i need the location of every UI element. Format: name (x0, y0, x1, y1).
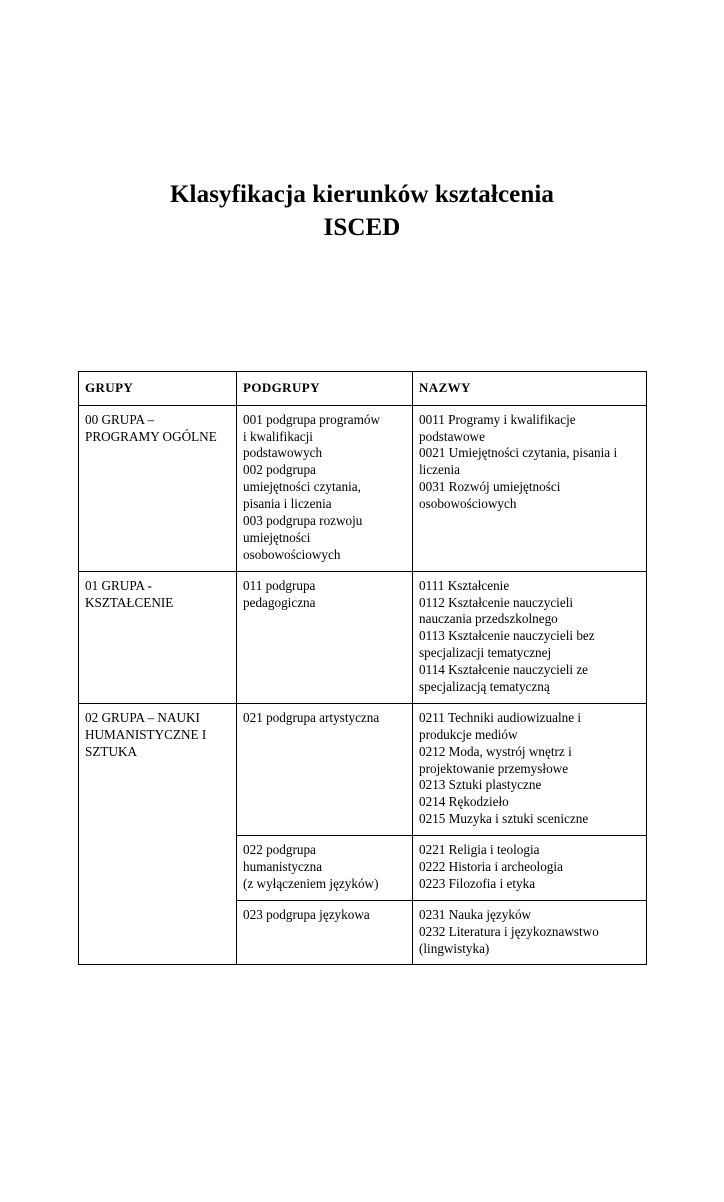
page-title-line-2: ISCED (323, 214, 401, 241)
cell-line: KSZTAŁCENIE (85, 594, 174, 610)
cell-line: 011 podgrupa (243, 577, 316, 593)
cell-line: 0112 Kształcenie nauczycieli (419, 594, 574, 610)
cell-line: podstawowych (243, 445, 323, 461)
page-title (0, 178, 724, 244)
cell-line: 0213 Sztuki plastyczne (419, 777, 542, 793)
table-header-row (79, 372, 647, 406)
cell-line: 0113 Kształcenie nauczycieli bez (419, 628, 595, 644)
cell-line: 021 podgrupa artystyczna (243, 709, 380, 725)
table-row (79, 703, 647, 835)
names-cell (413, 703, 647, 835)
cell-line: 0114 Kształcenie nauczycieli ze (419, 662, 589, 678)
cell-line: 0215 Muzyka i sztuki sceniczne (419, 811, 589, 827)
names-cell (413, 900, 647, 965)
cell-line: projektowanie przemysłowe (419, 760, 569, 776)
table-row (79, 571, 647, 703)
cell-line: 0011 Programy i kwalifikacje (419, 411, 576, 427)
cell-line: pisania i liczenia (243, 496, 332, 512)
cell-line: 0222 Historia i archeologia (419, 859, 563, 874)
cell-line: HUMANISTYCZNE I (85, 726, 207, 742)
cell-line: 0221 Religia i teologia (419, 842, 540, 858)
cell-line: liczenia (419, 462, 460, 478)
classification-table (78, 371, 647, 965)
group-cell (79, 405, 237, 571)
subgroup-cell (237, 405, 413, 571)
cell-line: umiejętności czytania, (243, 479, 361, 495)
table-body (79, 405, 647, 965)
page-title-line-1: Klasyfikacja kierunków kształcenia (170, 181, 554, 208)
cell-line: specjalizacji tematycznej (419, 645, 552, 661)
subgroup-cell (237, 703, 413, 835)
column-header-podgrupy: PODGRUPY (237, 372, 413, 406)
cell-line: (lingwistyka) (419, 940, 490, 956)
cell-line: 00 GRUPA – (85, 411, 155, 427)
cell-line: 0214 Rękodzieło (419, 794, 509, 810)
cell-line: PROGRAMY OGÓLNE (85, 428, 217, 444)
cell-line: 0021 Umiejętności czytania, pisania i (419, 445, 618, 461)
group-cell (79, 703, 237, 965)
cell-line: 0231 Nauka języków (419, 906, 532, 922)
cell-line: nauczania przedszkolnego (419, 611, 558, 627)
cell-line: 001 podgrupa programów (243, 411, 380, 427)
cell-line: specjalizacją tematyczną (419, 678, 550, 694)
cell-line: osobowościowych (243, 546, 341, 562)
cell-line: 0031 Rozwój umiejętności (419, 479, 561, 495)
column-header-nazwy: NAZWY (413, 372, 647, 406)
cell-line: 0223 Filozofia i etyka (419, 875, 536, 891)
cell-line: pedagogiczna (243, 594, 316, 610)
cell-line: umiejętności (243, 529, 311, 545)
cell-line: i kwalifikacji (243, 428, 313, 444)
cell-line: (z wyłączeniem języków) (243, 875, 379, 891)
names-cell (413, 571, 647, 703)
cell-line: osobowościowych (419, 496, 517, 512)
subgroup-cell (237, 836, 413, 901)
cell-line: humanistyczna (243, 859, 323, 874)
table-row (79, 405, 647, 571)
subgroup-cell (237, 571, 413, 703)
cell-line: 023 podgrupa językowa (243, 906, 370, 922)
cell-line: 002 podgrupa (243, 462, 316, 478)
cell-line: podstawowe (419, 428, 485, 444)
cell-line: 0111 Kształcenie (419, 577, 510, 593)
document-page (0, 178, 724, 1202)
cell-line: 003 podgrupa rozwoju (243, 512, 363, 528)
cell-line: SZTUKA (85, 743, 138, 759)
group-cell (79, 571, 237, 703)
column-header-grupy: GRUPY (79, 372, 237, 406)
names-cell (413, 405, 647, 571)
cell-line: 0212 Moda, wystrój wnętrz i (419, 743, 572, 759)
cell-line: 0211 Techniki audiowizualne i (419, 709, 582, 725)
cell-line: 02 GRUPA – NAUKI (85, 709, 200, 725)
classification-table-wrapper (78, 371, 646, 965)
cell-line: 01 GRUPA - (85, 577, 152, 593)
subgroup-cell (237, 900, 413, 965)
cell-line: 022 podgrupa (243, 842, 316, 858)
cell-line: produkcje mediów (419, 726, 518, 742)
names-cell (413, 836, 647, 901)
cell-line: 0232 Literatura i językoznawstwo (419, 923, 599, 939)
